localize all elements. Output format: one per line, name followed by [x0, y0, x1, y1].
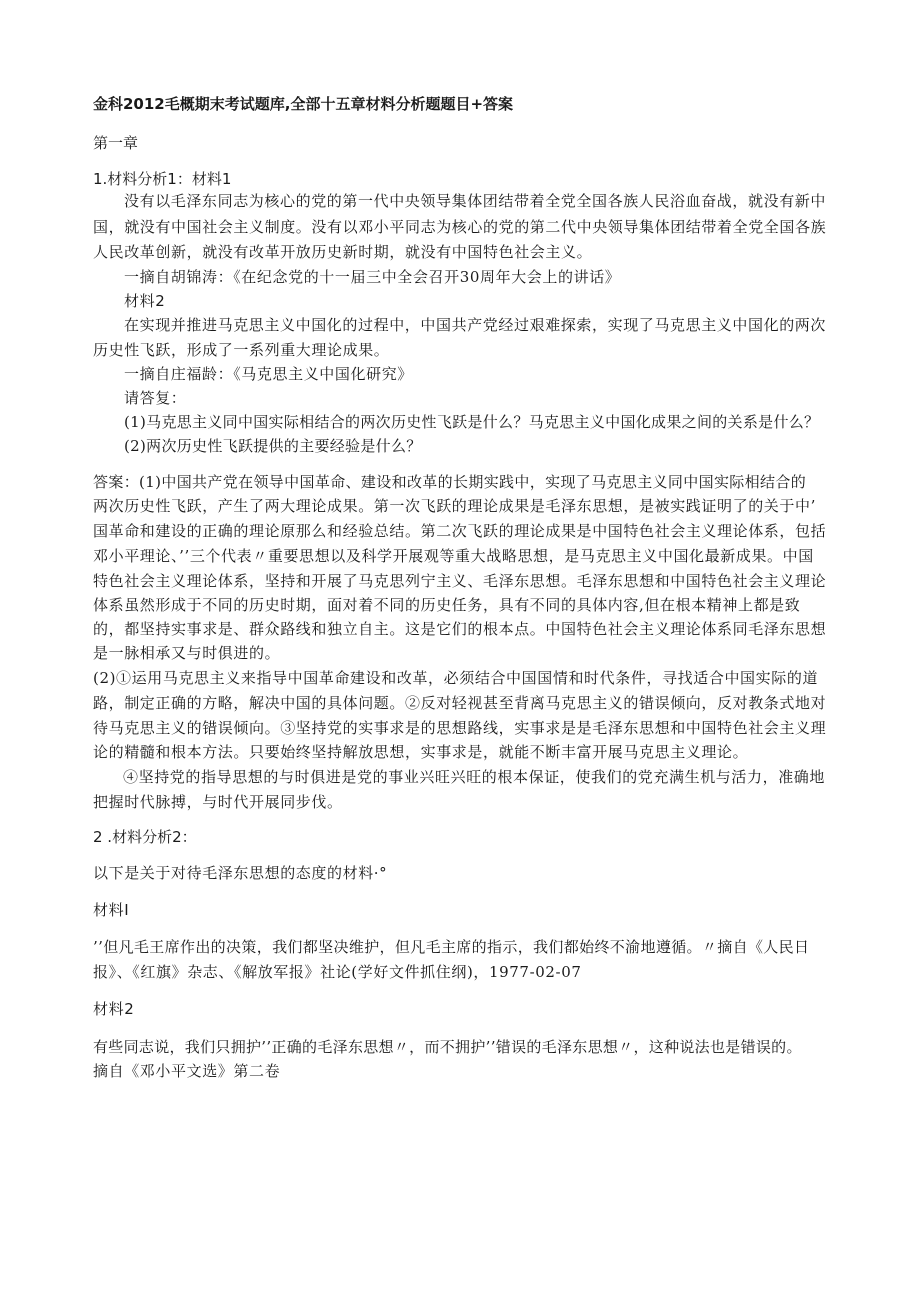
q1-heading: 1.材料分析1：材料1: [93, 170, 232, 188]
q1-answer-line: (2)①运用马克思主义来指导中国革命建设和改革，必须结合中国国情和时代条件，寻找适合中国实际的道: [93, 669, 819, 687]
q1-question: (2)两次历史性飞跃提供的主要经验是什么？: [124, 437, 422, 455]
q1-answer-line: 答案：(1)中国共产党在领导中国革命、建设和改革的长期实践中，实现了马克思主义同中国实际相结合的: [93, 473, 807, 491]
q1-material2-label: 材料2: [124, 292, 166, 310]
q1-answer-line: ④坚持党的指导思想的与时俱进是党的事业兴旺兴旺的根本保证，使我们的党充满生机与活力，准确地: [123, 768, 826, 786]
chapter-heading: 第一章: [93, 134, 139, 152]
q2-material1-label: 材料I: [93, 901, 130, 919]
q1-answer-line: 把握时代脉搏，与时代开展同步伐。: [93, 793, 343, 811]
q2-material2-line: 摘自《邓小平文选》第二卷: [93, 1062, 281, 1080]
q1-material2-line: 在实现并推进马克思主义中国化的过程中，中国共产党经过艰难探索，实现了马克思主义中国化的两次: [124, 316, 827, 334]
q1-material2-line: 历史性飞跃，形成了一系列重大理论成果。: [93, 341, 390, 359]
q2-intro: 以下是关于对待毛泽东思想的态度的材料·°: [93, 864, 388, 882]
q1-material1-line: 没有以毛泽东同志为核心的党的第一代中央领导集体团结带着全党全国各族人民浴血奋战，就没有新中: [124, 192, 827, 210]
q1-answer-line: 待马克思主义的错误倾向。③坚持党的实事求是的思想路线，实事求是是毛泽东思想和中国特色社会主义理: [93, 719, 827, 737]
q1-answer-line: 是一脉相承又与时俱进的。: [93, 644, 281, 662]
q2-material1-line: ’’但凡毛王席作出的决策，我们都坚决维护，但凡毛主席的指示，我们都始终不渝地遵循。〃摘自《人民日: [93, 938, 810, 956]
q1-material1-line: 人民改革创新，就没有改革开放历史新时期，就没有中国特色社会主义。: [93, 243, 593, 261]
q1-material1-source: 一摘自胡锦涛：《在纪念党的十一届三中全会召开30周年大会上的讲话》: [124, 268, 621, 286]
q1-answer-line: 国革命和建设的正确的理论原那么和经验总结。第二次飞跃的理论成果是中国特色社会主义理论体系，包括: [93, 522, 827, 540]
q1-material2-source: 一摘自庄福龄：《马克思主义中国化研究》: [124, 365, 413, 383]
q1-answer-line: 体系虽然形成于不同的历史时期，面对着不同的历史任务，具有不同的具体内容,但在根本精神上都是致: [93, 596, 801, 614]
q2-material2-line: 有些同志说，我们只拥护’’正确的毛泽东思想〃，而不拥护’’错误的毛泽东思想〃，这种说法也是错误的。: [93, 1038, 802, 1056]
q1-prompt: 请答复：: [124, 389, 187, 407]
q1-answer-line: 邓小平理论、’’三个代表〃重要思想以及科学开展观等重大战略思想，是马克思主义中国化最新成果。中国: [93, 547, 814, 565]
document-title: 金科2012毛概期末考试题库,全部十五章材料分析题题目+答案: [93, 95, 514, 113]
q1-answer-line: 的，都坚持实事求是、群众路线和独立自主。这是它们的根本点。中国特色社会主义理论体系同毛泽东思想: [93, 620, 827, 638]
q1-answer-line: 论的精髓和根本方法。只要始终坚持解放思想，实事求是，就能不断丰富开展马克思主义理论。: [93, 743, 749, 761]
q2-material1-line: 报》、《红旗》杂志、《解放军报》社论(学好文件抓住纲)，1977-02-07: [93, 963, 582, 981]
q1-answer-line: 两次历史性飞跃，产生了两大理论成果。第一次飞跃的理论成果是毛泽东思想，是被实践证明了的关于中’: [93, 497, 816, 515]
q1-answer-line: 路，制定正确的方略，解决中国的具体问题。②反对轻视甚至背离马克思主义的错误倾向，反对教条式地对: [93, 694, 827, 712]
q1-material1-line: 国，就没有中国社会主义制度。没有以邓小平同志为核心的党的第二代中央领导集体团结带着全党全国各族: [93, 218, 827, 236]
q2-material2-label: 材料2: [93, 1000, 135, 1018]
q1-question: (1)马克思主义同中国实际相结合的两次历史性飞跃是什么？马克思主义中国化成果之间的关系是什么？: [124, 413, 820, 431]
q1-answer-line: 特色社会主义理论体系，坚持和开展了马克思列宁主义、毛泽东思想。毛泽东思想和中国特色社会主义理论: [93, 572, 827, 590]
q2-heading: 2 .材料分析2：: [93, 828, 197, 846]
